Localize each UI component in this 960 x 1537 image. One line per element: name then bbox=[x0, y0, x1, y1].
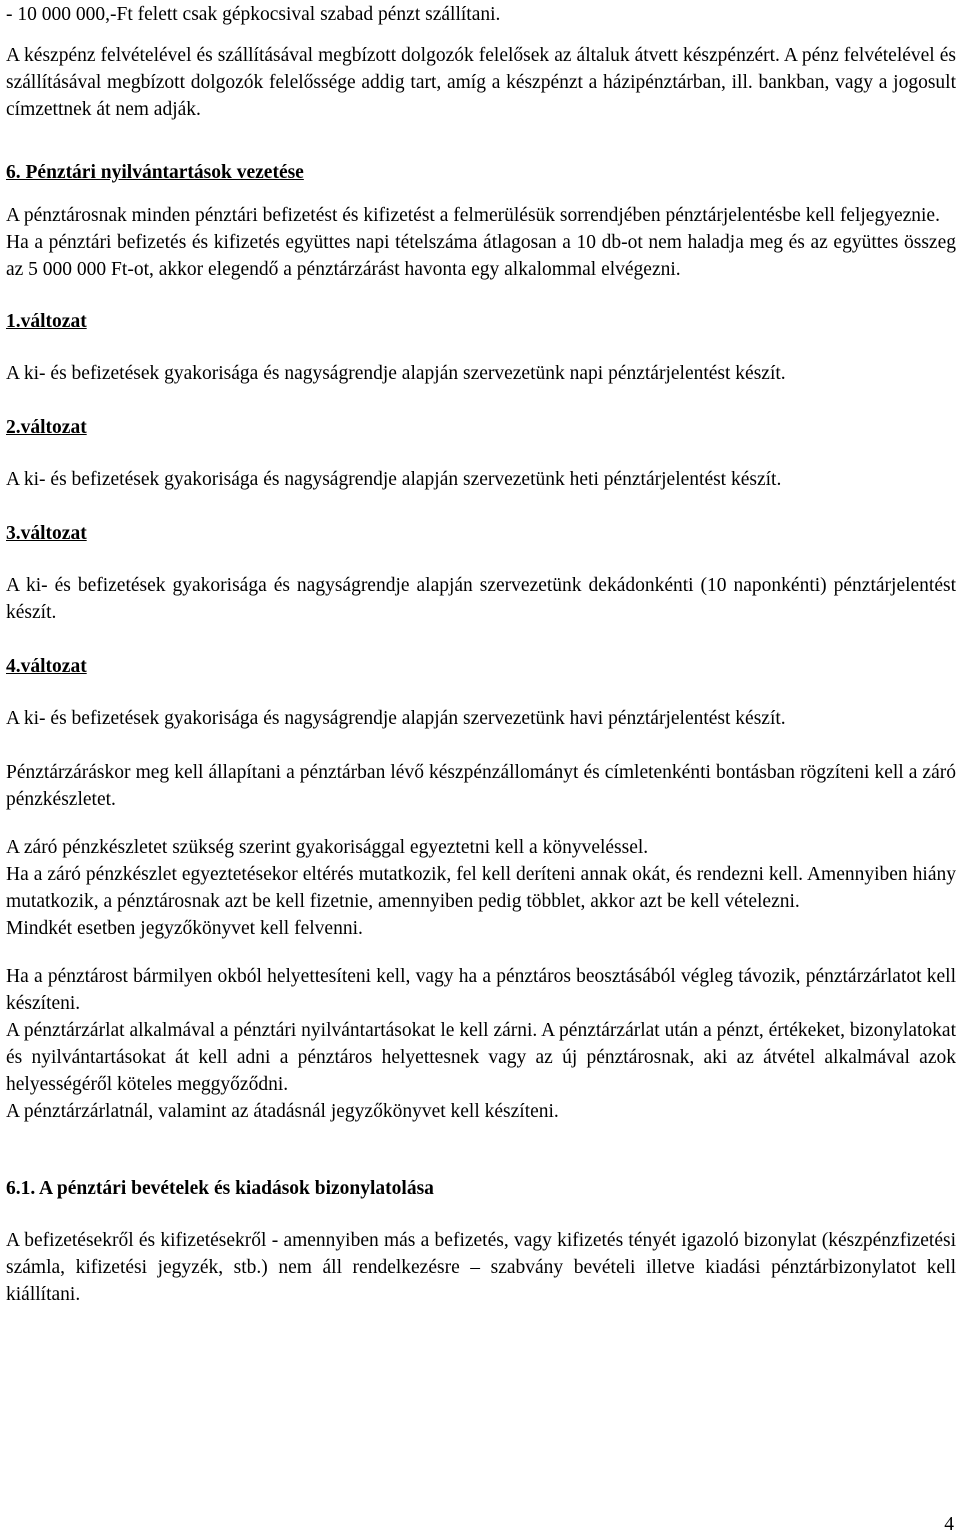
variant-4-title: 4.változat bbox=[6, 656, 87, 677]
variant-4-text: A ki- és befizetések gyakorisága és nagyságrendje alapján szervezetünk havi pénztárjelentést készít. bbox=[6, 708, 786, 729]
variant-2-text: A ki- és befizetések gyakorisága és nagyságrendje alapján szervezetünk heti pénztárjelentést készít. bbox=[6, 469, 782, 490]
section-6-paragraph-4: A záró pénzkészletet szükség szerint gyakorisággal egyeztetni kell a könyveléssel. bbox=[6, 837, 649, 858]
intro-paragraph: A készpénz felvételével és szállításával megbízott dolgozók felelősek az általuk átvett készpénzért. A pénz felvételével és szállításával megbízott dolgozók felelőssége addig tart, amíg a készpénzt a házipénztárban, ill. bankban, vagy a jogosult címzettnek át nem adják. bbox=[6, 45, 956, 120]
section-6-paragraph-9: A pénztárzárlatnál, valamint az átadásnál jegyzőkönyvet kell készíteni. bbox=[6, 1101, 559, 1122]
document-page bbox=[6, 0, 956, 1308]
section-6-paragraph-3: Pénztárzáráskor meg kell állapítani a pénztárban lévő készpénzállományt és címletenkénti bontásban rögzíteni kell a záró pénzkészletet. bbox=[6, 762, 956, 810]
section-6-paragraph-5: Ha a záró pénzkészlet egyeztetésekor eltérés mutatkozik, fel kell deríteni annak okát, és rendezni kell. Amennyiben hiány mutatkozik, a pénztárosnak azt be kell fizetnie, amennyiben pedig többlet, akkor azt be kell vételezni. bbox=[6, 864, 956, 912]
variant-2-title: 2.változat bbox=[6, 417, 87, 438]
variant-1-title: 1.változat bbox=[6, 311, 87, 332]
section-6-1-paragraph-1: A befizetésekről és kifizetésekről - amennyiben más a befizetés, vagy kifizetés tényét igazoló bizonylat (készpénzfizetési számla, kifizetési jegyzék, stb.) nem áll rendelkezésre – szabvány bevételi illetve kiadási pénztárbizonylatot kell kiállítani. bbox=[6, 1230, 956, 1305]
variant-3-text: A ki- és befizetések gyakorisága és nagyságrendje alapján szervezetünk dekádonkénti (10 naponkénti) pénztárjelentést készít. bbox=[6, 575, 956, 623]
variant-3-title: 3.változat bbox=[6, 523, 87, 544]
page-number: 4 bbox=[944, 1514, 954, 1535]
section-6-1-title: 6.1. A pénztári bevételek és kiadások bizonylatolása bbox=[6, 1178, 434, 1199]
section-6-title: 6. Pénztári nyilvántartások vezetése bbox=[6, 162, 304, 183]
section-6-paragraph-7: Ha a pénztárost bármilyen okból helyettesíteni kell, vagy ha a pénztáros beosztásából végleg távozik, pénztárzárlatot kell készíteni. bbox=[6, 966, 956, 1014]
intro-line: - 10 000 000,-Ft felett csak gépkocsival szabad pénzt szállítani. bbox=[6, 4, 501, 25]
section-6-paragraph-8: A pénztárzárlat alkalmával a pénztári nyilvántartásokat le kell zárni. A pénztárzárlat után a pénzt, értékeket, bizonylatokat és nyilvántartásokat át kell adni a pénztáros helyettesnek vagy az új pénztárosnak, aki az átvétel alkalmával azok helyességéről köteles meggyőződni. bbox=[6, 1020, 956, 1095]
section-6-paragraph-6: Mindkét esetben jegyzőkönyvet kell felvenni. bbox=[6, 918, 363, 939]
section-6-paragraph-1: A pénztárosnak minden pénztári befizetést és kifizetést a felmerülésük sorrendjében pénztárjelentésbe kell feljegyeznie. bbox=[6, 205, 940, 226]
section-6-paragraph-2: Ha a pénztári befizetés és kifizetés együttes napi tételszáma átlagosan a 10 db-ot nem haladja meg és az együttes összeg az 5 000 000 Ft-ot, akkor elegendő a pénztárzárást havonta egy alkalommal elvégezni. bbox=[6, 232, 956, 280]
variant-1-text: A ki- és befizetések gyakorisága és nagyságrendje alapján szervezetünk napi pénztárjelentést készít. bbox=[6, 363, 786, 384]
